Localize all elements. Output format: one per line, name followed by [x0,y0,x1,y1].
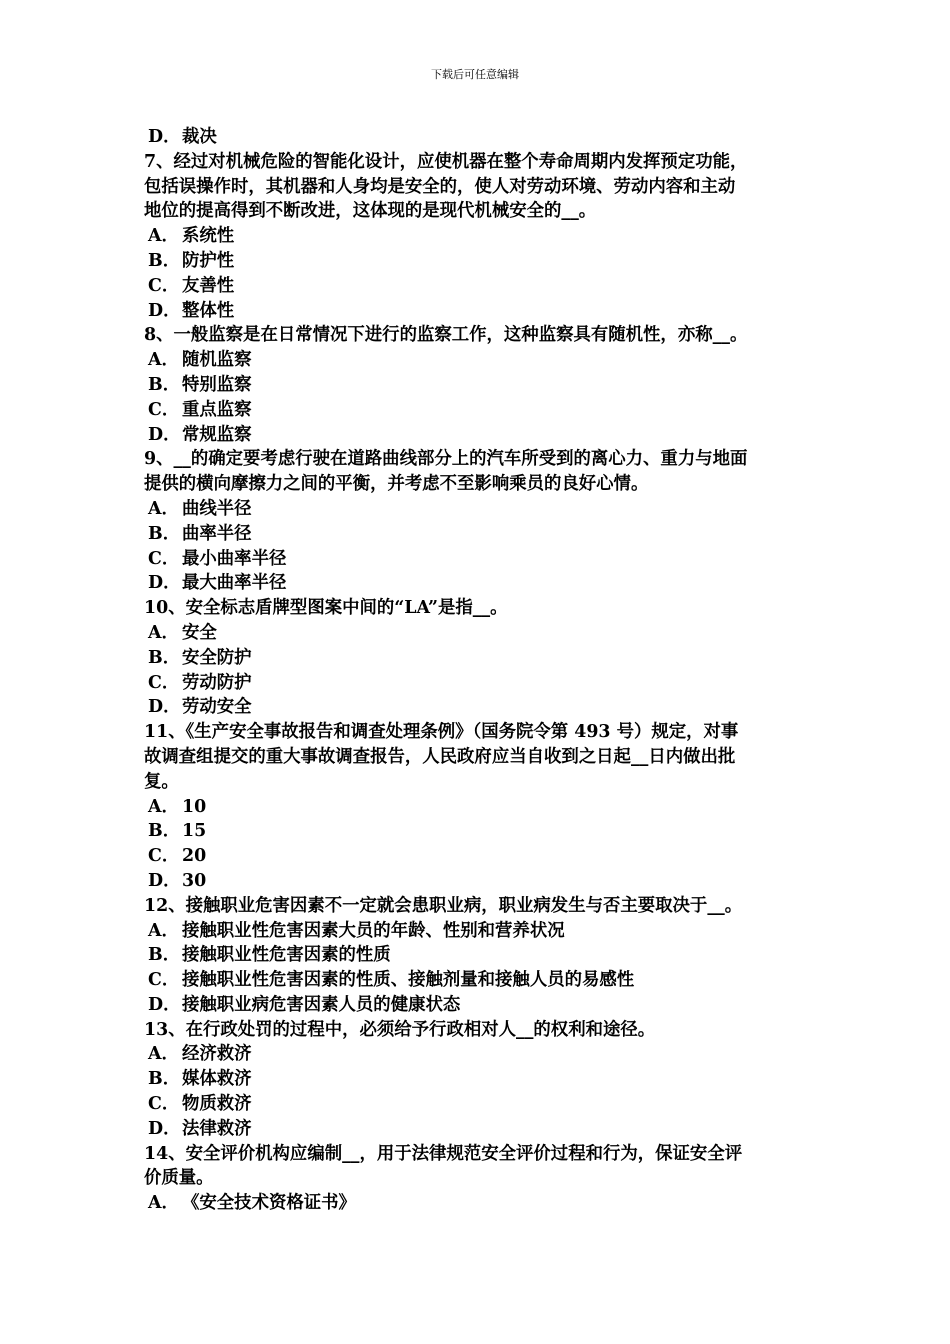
option-letter: C． [148,275,180,296]
option-text: 20 [182,846,207,867]
option-letter: B． [148,374,181,395]
answer-option [144,497,810,522]
answer-option [144,249,810,274]
option-text: 重点监察 [182,399,252,420]
document-body [144,125,810,1216]
option-text: 媒体救济 [182,1069,252,1090]
answer-option [144,869,810,894]
option-letter: B． [148,647,181,668]
answer-option [144,1042,810,1067]
answer-option [144,571,810,596]
question-text-line: 提供的横向摩擦力之间的平衡，并考虑不至影响乘员的良好心情。 [144,474,649,495]
answer-option [144,125,810,150]
question-text-line: 故调查组提交的重大事故调查报告，人民政府应当自收到之日起__日内做出批 [144,746,736,767]
answer-option [144,348,810,373]
question-text-line: 7、经过对机械危险的智能化设计，应使机器在整个寿命周期内发挥预定功能， [144,151,748,172]
option-letter: C． [148,846,180,867]
question-text-line: 11、《生产安全事故报告和调查处理条例》（国务院令第 493 号）规定，对事 [144,722,739,743]
option-text: 接触职业性危害因素的性质、接触剂量和接触人员的易感性 [182,970,635,991]
answer-option [144,646,810,671]
option-text: 曲率半径 [182,523,252,544]
option-letter: D． [148,1118,181,1139]
answer-option [144,695,810,720]
question-text-line: 9、__的确定要考虑行驶在道路曲线部分上的汽车所受到的离心力、重力与地面 [144,449,748,470]
option-text: 物质救济 [182,1094,252,1115]
option-text: 安全防护 [182,647,252,668]
option-letter: A． [148,1193,179,1214]
option-text: 接触职业性危害因素的性质 [182,945,391,966]
answer-option [144,224,810,249]
answer-option [144,398,810,423]
option-letter: C． [148,399,180,420]
option-letter: D． [148,424,181,445]
answer-option [144,1067,810,1092]
question-text-line: 12、接触职业危害因素不一定就会患职业病，职业病发生与否主要取决于__。 [144,895,743,916]
page-header: 下载后可任意编辑 [431,68,519,81]
question-text-line: 包括误操作时，其机器和人身均是安全的，使人对劳动环境、劳动内容和主动 [144,176,736,197]
answer-option [144,299,810,324]
option-letter: A． [148,622,179,643]
question-text-line: 10、安全标志盾牌型图案中间的“LA”是指__。 [144,598,508,619]
question-text-line: 复。 [144,771,179,792]
question-text-line: 地位的提高得到不断改进，这体现的是现代机械安全的__。 [144,201,597,222]
option-text: 防护性 [182,250,235,271]
answer-option [144,1117,810,1142]
answer-option [144,621,810,646]
option-text: 特别监察 [182,374,252,395]
answer-option [144,1191,810,1216]
option-letter: C． [148,548,180,569]
option-letter: B． [148,523,181,544]
option-text: 劳动防护 [182,672,252,693]
answer-option [144,795,810,820]
option-letter: B． [148,945,181,966]
option-text: 10 [182,796,207,817]
option-text: 最大曲率半径 [182,573,287,594]
option-letter: A． [148,498,179,519]
option-text: 友善性 [182,275,235,296]
question-text-line: 价质量。 [144,1168,214,1189]
option-text: 劳动安全 [182,697,252,718]
answer-option [144,919,810,944]
option-letter: C． [148,672,180,693]
option-letter: A． [148,226,179,247]
option-letter: A． [148,350,179,371]
answer-option [144,423,810,448]
option-letter: D． [148,300,181,321]
answer-option [144,993,810,1018]
option-letter: D． [148,870,181,891]
answer-option [144,671,810,696]
option-letter: D． [148,127,181,147]
answer-option [144,1092,810,1117]
option-text: 15 [182,821,207,842]
option-text: 整体性 [182,300,235,321]
answer-option [144,844,810,869]
option-letter: D． [148,994,181,1015]
option-letter: D． [148,697,181,718]
answer-option [144,968,810,993]
option-text: 接触职业性危害因素大员的年龄、性别和营养状况 [182,920,565,941]
answer-option [144,943,810,968]
option-text: 曲线半径 [182,498,252,519]
option-letter: A． [148,796,179,817]
option-text: 系统性 [182,226,235,247]
option-text: 安全 [182,622,217,643]
answer-option [144,547,810,572]
option-text: 裁决 [182,127,217,147]
option-text: 常规监察 [182,424,252,445]
option-text: 接触职业病危害因素人员的健康状态 [182,994,461,1015]
option-text: 《安全技术资格证书》 [182,1193,356,1214]
option-text: 随机监察 [182,350,252,371]
option-text: 经济救济 [182,1044,252,1065]
option-letter: C． [148,970,180,991]
option-letter: B． [148,1069,181,1090]
question-text-line: 14、安全评价机构应编制__，用于法律规范安全评价过程和行为，保证安全评 [144,1143,743,1164]
option-letter: D． [148,573,181,594]
question-text-line: 8、一般监察是在日常情况下进行的监察工作，这种监察具有随机性，亦称__。 [144,325,748,346]
option-text: 最小曲率半径 [182,548,287,569]
option-text: 法律救济 [182,1118,252,1139]
option-letter: A． [148,1044,179,1065]
option-letter: B． [148,250,181,271]
question-text-line: 13、在行政处罚的过程中，必须给予行政相对人__的权利和途径。 [144,1019,656,1040]
option-letter: A． [148,920,179,941]
option-text: 30 [182,870,207,891]
option-letter: B． [148,821,181,842]
option-letter: C． [148,1094,180,1115]
answer-option [144,274,810,299]
answer-option [144,373,810,398]
answer-option [144,522,810,547]
answer-option [144,819,810,844]
